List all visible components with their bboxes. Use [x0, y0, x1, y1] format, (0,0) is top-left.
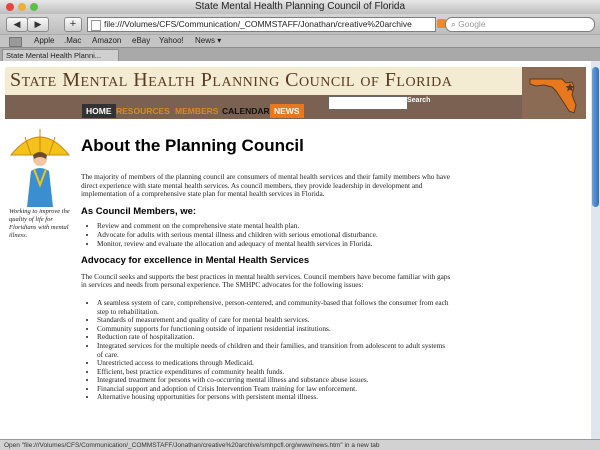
list-item: • Financial support and adoption of Crisis Intervention Team training for law enforcement. [97, 385, 453, 394]
sidebar-caption: Working to improve the quality of life for Floridians with mental illness. [9, 208, 70, 239]
main-content [81, 173, 453, 402]
list-item: • Integrated treatment for persons with co-occurring mental illness and substance abuse issues. [97, 376, 453, 385]
search-icon: ⌕ [451, 19, 456, 29]
close-window-button[interactable] [6, 3, 14, 11]
bookmark-apple[interactable]: Apple [34, 36, 55, 45]
site-search-input[interactable] [328, 96, 408, 110]
bookmark-ebay[interactable]: eBay [132, 36, 151, 45]
list-item: • Integrated services for the multiple needs of children and their families, and transition from adolescent to adult systems of care. [97, 342, 453, 359]
section2-heading: Advocacy for excellence in Mental Health Services [81, 255, 310, 267]
nav-home[interactable]: HOME [82, 104, 116, 118]
list-item: • Alternative housing opportunities for persons with persistent mental illness. [97, 393, 453, 402]
section1-list [81, 222, 453, 248]
list-item: • Advocate for adults with serious mental illness and children with serious emotional disturbance. [97, 231, 453, 240]
list-item: • Review and comment on the comprehensive state mental health plan. [97, 222, 453, 231]
list-item: • Reduction rate of hospitalization. [97, 333, 453, 342]
nav-resources[interactable]: RESOURCES [116, 106, 170, 116]
tab-current[interactable]: State Mental Health Planni... [2, 49, 119, 62]
site-search-button[interactable]: Search [407, 97, 431, 104]
add-bookmark-button[interactable]: + [64, 17, 82, 32]
bookmark-news-menu[interactable]: News ▾ [195, 36, 222, 45]
florida-map-icon [522, 67, 586, 119]
list-item: • Efficient, best practice expenditures of community health funds. [97, 368, 453, 377]
nav-calendar[interactable]: CALENDAR [222, 106, 270, 116]
minimize-window-button[interactable] [18, 3, 26, 11]
list-item: • Standards of measurement and quality of care for mental health services. [97, 316, 453, 325]
florida-map [522, 67, 586, 119]
site-title: State Mental Health Planning Council of Florida [10, 69, 453, 91]
bookmark-yahoo[interactable]: Yahoo! [159, 36, 184, 45]
window-title-bar [0, 0, 600, 14]
bookmark-mac[interactable]: .Mac [64, 36, 82, 45]
tab-bar [0, 47, 600, 61]
bookmark-amazon[interactable]: Amazon [92, 36, 122, 45]
nav-members[interactable]: MEMBERS [175, 106, 219, 116]
url-text: file:///Volumes/CFS/Communication/_COMMSTAFF/Jonathan/creative%20archive [104, 19, 412, 29]
section2-intro: The Council seeks and supports the best practices in mental health services. Council members have become familiar with gaps in services and needs from personal experience. The SMHPC advocates for the following issues: [81, 271, 451, 290]
site-header [5, 67, 586, 95]
list-item: • Monitor, review and evaluate the allocation and adequacy of mental health services in Florida. [97, 240, 453, 249]
bookmarks-icon[interactable] [9, 37, 22, 47]
address-bar[interactable] [87, 17, 436, 32]
window-title: State Mental Health Planning Council of Florida [194, 1, 406, 12]
page-title: About the Planning Council [81, 136, 304, 155]
search-placeholder: Google [458, 19, 486, 29]
back-button[interactable]: ◀ [6, 17, 28, 32]
vertical-scrollbar[interactable] [591, 61, 600, 439]
section1-heading: As Council Members, we: [81, 205, 197, 217]
intro-paragraph: The majority of members of the planning council are consumers of mental health services and their family members who have direct experience with state mental health services. As council members, they provide leadership in development and implementation of a comprehensive state plan for mental health services in Florida. [81, 172, 450, 199]
scrollbar-thumb[interactable] [592, 67, 599, 207]
search-field[interactable] [445, 17, 595, 32]
browser-toolbar [0, 14, 600, 34]
bookmarks-bar [0, 34, 600, 47]
status-bar: Open "file:///Volumes/CFS/Communication/_COMMSTAFF/Jonathan/creative%20archive/smhpcfl.org/www/news.htm" in a new tab [0, 439, 600, 450]
list-item: • A seamless system of care, comprehensive, person-centered, and community-based that follows the consumer from each step to rehabilitation. [97, 299, 453, 316]
list-item: • Unrestricted access to medications through Medicaid. [97, 359, 453, 368]
nav-news[interactable]: NEWS [270, 104, 304, 118]
section2-list [81, 299, 453, 402]
zoom-window-button[interactable] [30, 3, 38, 11]
woman-with-umbrella-illustration [9, 125, 71, 207]
page-viewport [0, 61, 591, 439]
list-item: • Community supports for functioning outside of inpatient residential institutions. [97, 325, 453, 334]
forward-button[interactable]: ▶ [27, 17, 49, 32]
file-icon [91, 20, 101, 31]
